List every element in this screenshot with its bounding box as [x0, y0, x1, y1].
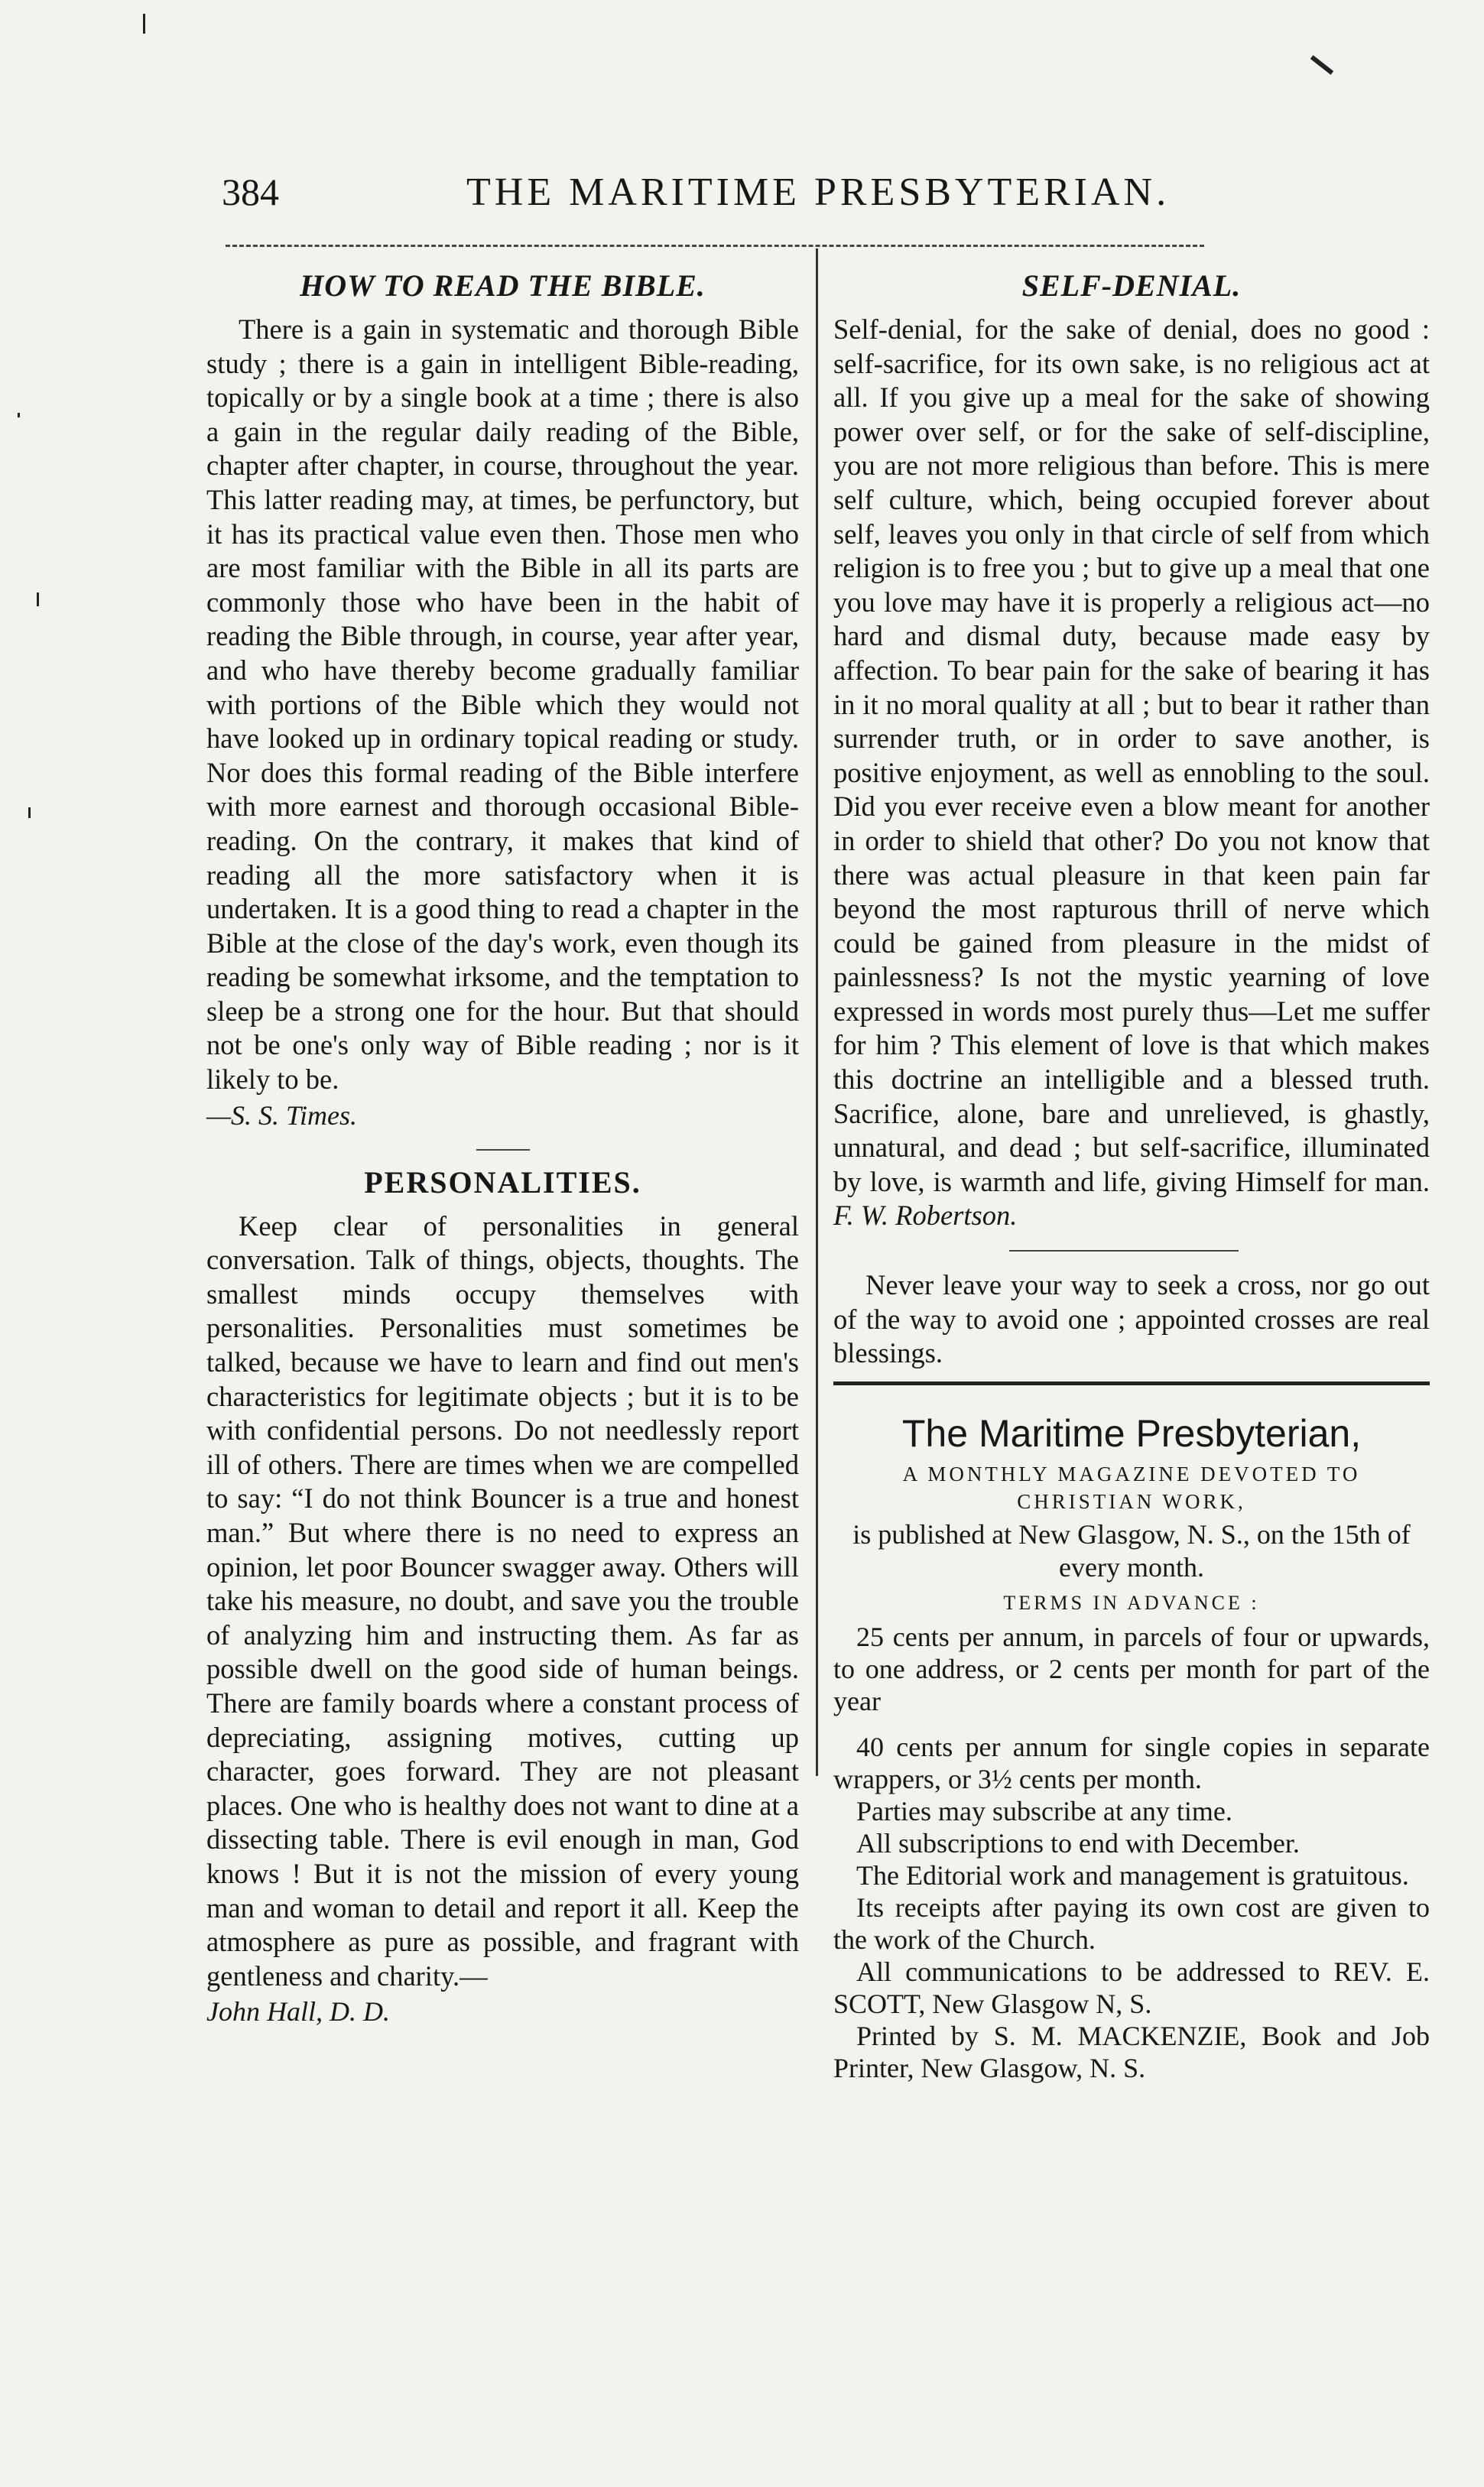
advert-title: The Maritime Presbyterian,: [901, 1411, 1362, 1455]
article-attribution: John Hall, D. D.: [206, 1996, 390, 2028]
scan-speck: [18, 413, 20, 417]
article-body-text: Self-denial, for the sake of denial, does no good : self-sacrifice, for its own sake, is no religious act at all. If you give up a meal for the sake of showing power over self, or for the sake of self-discipline, you are not more religious than before. This is mere self culture, which, being occupied forever about self, leaves you only in that circle of self from which religion is to free you ; but to give up a meal that one you love may have it is properly a religious act—no hard and dismal duty, because made easy by affection. To bear pain for the sake of bearing it has in it no moral quality at all ; but to bear it rather than surrender truth, or in order to save another, is positive enjoyment, as well as ennobling to the soul. Did you ever receive even a blow meant for another in order to shield that other? Do you not know that there was actual pleasure in that keen pain far beyond the most rapturous thrill of nerve which could be gained from pleasure in the midst of painlessness? Is not the mystic yearning of love expressed in words most purely thus—Let me suffer for him ? This element of love is that which makes this doctrine an intelligible and a blessed truth. Sacrifice, alone, bare and unrelieved, is ghastly, unnatural, and dead ; but self-sacrifice, illuminated by love, is warmth and life, giving Himself for man.: [833, 313, 1430, 1197]
advert-item: All subscriptions to end with December.: [856, 1827, 1300, 1859]
advert-item: Parties may subscribe at any time.: [856, 1795, 1232, 1826]
advert-rule: [833, 1381, 1430, 1385]
page-number: 384: [222, 170, 279, 213]
left-column: [206, 268, 799, 2028]
scan-speck: [37, 593, 39, 606]
advert-item: 40 cents per annum for single copies in separate wrappers, or 3½ cents per month.: [833, 1731, 1430, 1794]
advert-published: is published at New Glasgow, N. S., on the 15th of every month.: [852, 1518, 1411, 1583]
column-divider: [816, 248, 818, 1776]
advert-item: Printed by S. M. MACKENZIE, Book and Job Printer, New Glasgow, N. S.: [833, 2020, 1430, 2083]
advert-subtitle: A MONTHLY MAGAZINE DEVOTED TO CHRISTIAN WORK,: [902, 1462, 1361, 1513]
advert-item: 25 cents per annum, in parcels of four or upwards, to one address, or 2 cents per month for part of the year: [833, 1621, 1430, 1716]
section-divider: [1009, 1250, 1239, 1252]
article-title: PERSONALITIES.: [364, 1164, 641, 1200]
right-column: [833, 268, 1430, 2084]
running-title: THE MARITIME PRESBYTERIAN.: [466, 170, 1171, 214]
advert-item: Its receipts after paying its own cost are given to the work of the Church.: [833, 1891, 1430, 1955]
header-rule: [226, 245, 1204, 247]
article-attribution: F. W. Robertson.: [833, 1200, 1018, 1232]
section-divider: [476, 1149, 530, 1151]
scan-speck: [143, 14, 145, 34]
page-header: [214, 170, 1208, 223]
scan-speck: [1310, 55, 1333, 75]
article-body: [833, 313, 1430, 1233]
article-title: SELF-DENIAL.: [1021, 268, 1242, 303]
scan-speck: [28, 807, 31, 818]
article-body: Keep clear of personalities in general conversation. Talk of things, objects, thoughts. The smallest minds occupy themselves with personalities. Personalities must sometimes be talked, because we have to learn and find out men's characteristics for legitimate objects ; but it is to be with confidential persons. Do not needlessly report ill of others. There are times when we are compelled to say: “I do not think Bouncer is a true and honest man.” But where there is no need to express an opinion, let poor Bouncer swagger away. Others will take his measure, no doubt, and save you the trouble of analyzing him and instructing them. As far as possible dwell on the good side of human beings. There are family boards where a constant process of depreciating, assigning motives, cutting up character, goes forward. They are not pleasant places. One who is healthy does not want to dine at a dissecting table. There is evil enough in man, God knows ! But it is not the mission of every young man and woman to detail and report it all. Keep the atmosphere as pure as possible, and fragrant with gentleness and charity.—: [206, 1209, 799, 1992]
filler-text: Never leave your way to seek a cross, nor go out of the way to avoid one ; appointed crosses are real blessings.: [833, 1269, 1430, 1369]
article-body: There is a gain in systematic and thorough Bible study ; there is a gain in intelligent Bible-reading, topically or by a single book at a time ; there is also a gain in the regular daily reading of the Bible, chapter after chapter, in course, throughout the year. This latter reading may, at times, be perfunctory, but it has its practical value even then. Those men who are most familiar with the Bible in all its parts are commonly those who have been in the habit of reading the Bible through, in course, year after year, and who have thereby become gradually familiar with portions of the Bible which they would not have looked up in ordinary topical reading or study. Nor does this formal reading of the Bible interfere with more earnest and thorough occasional Bible-reading. On the contrary, it makes that kind of reading all the more satisfactory when it is undertaken. It is a good thing to read a chapter in the Bible at the close of the day's work, even though its reading be somewhat irksome, and the temptation to sleep be a strong one for the hour. But that should not be one's only way of Bible reading ; nor is it likely to be.: [206, 313, 799, 1096]
advert-item: The Editorial work and management is gratuitous.: [856, 1859, 1409, 1891]
advert-item: All communications to be addressed to REV. E. SCOTT, New Glasgow N, S.: [833, 1956, 1430, 2019]
article-attribution: —S. S. Times.: [206, 1099, 358, 1131]
advert-terms-heading: TERMS IN ADVANCE :: [1003, 1591, 1260, 1614]
article-title: HOW TO READ THE BIBLE.: [300, 268, 706, 303]
